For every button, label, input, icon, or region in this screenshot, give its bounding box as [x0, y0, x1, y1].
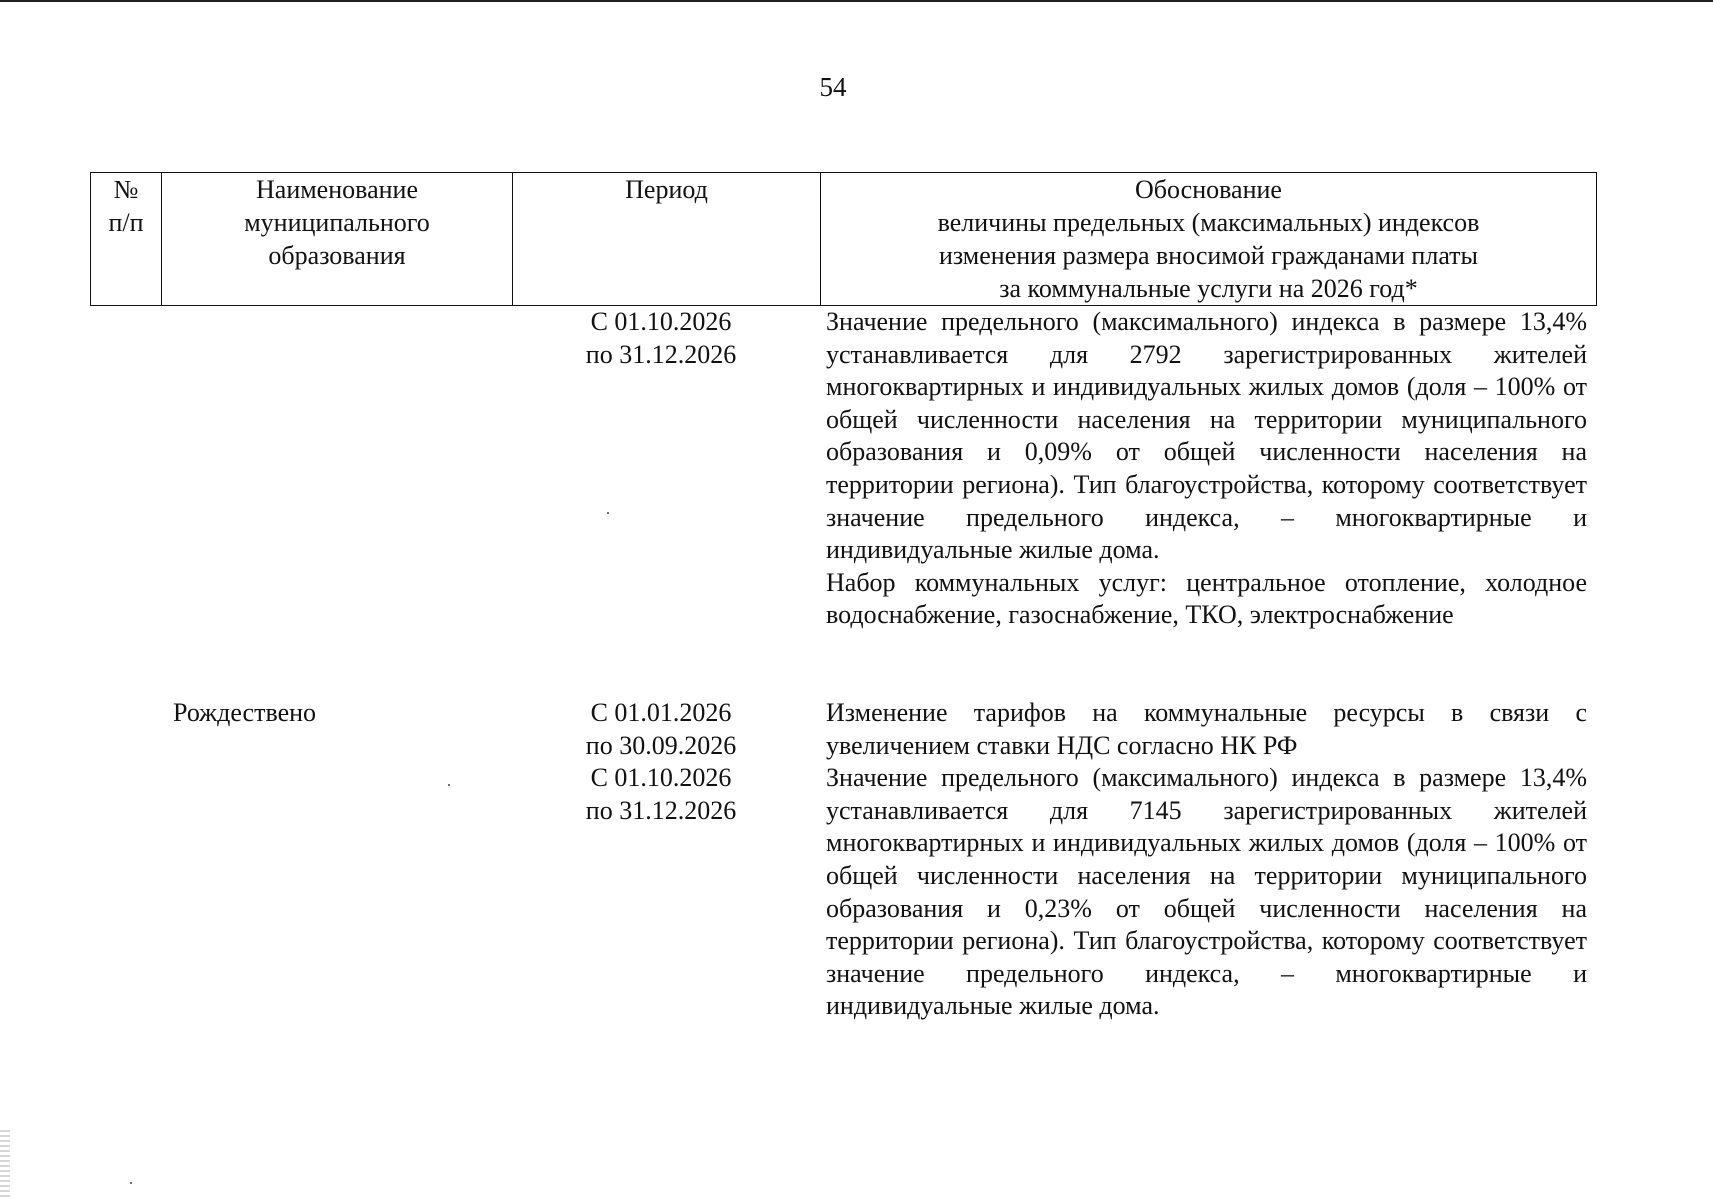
scan-speck [130, 1182, 132, 1184]
header-number-line: п/п [108, 208, 144, 237]
header-period-line: Период [625, 175, 708, 204]
table-header [90, 172, 1597, 306]
page-top-edge [0, 0, 1713, 2]
scan-speck [448, 784, 450, 786]
header-row [91, 173, 1597, 306]
header-justification-column [821, 173, 1597, 306]
period-line: по 31.12.2026 [585, 795, 737, 825]
period-line: по 31.12.2026 [585, 339, 737, 369]
header-number-column [91, 173, 162, 306]
page-number: 54 [819, 72, 847, 102]
table-row-2-name: Рождествено [173, 698, 317, 727]
header-name-line: образования [268, 241, 406, 270]
header-name-line: Наименование [256, 175, 418, 204]
header-period-column [513, 173, 821, 306]
justification-paragraph: Набор коммунальных услуг: центральное отопление, холодное водоснабжение, газоснабжение, ТКО, электроснабжение [826, 567, 1587, 630]
scan-speck [607, 512, 609, 514]
table-row-2-justification [826, 697, 1587, 1023]
header-justification-line: Обоснование [1135, 175, 1282, 204]
header-justification-line: изменения размера вносимой гражданами платы [938, 241, 1479, 270]
justification-paragraph: Значение предельного (максимального) индекса в размере 13,4% устанавливается для 2792 зарегистрированных жителей многоквартирных и индивидуальных жилых домов (доля – 100% от общей численности населения на территории муниципального образования и 0,09% от общей численности населения на территории региона). Тип благоустройства, которому соответствует значение предельного индекса, – многоквартирные и индивидуальные жилые дома. [826, 307, 1587, 565]
header-name-line: муниципального [244, 208, 430, 237]
header-name-column [162, 173, 513, 306]
period-line: С 01.01.2026 [590, 698, 732, 727]
header-justification-line: величины предельных (максимальных) индексов [937, 208, 1480, 237]
header-number-line: № [113, 175, 139, 204]
table-row-1-justification [826, 306, 1587, 632]
justification-paragraph: Изменение тарифов на коммунальные ресурсы в связи с увеличением ставки НДС согласно НК РФ [826, 698, 1587, 760]
period-line: по 30.09.2026 [585, 730, 737, 760]
table-row-1-period [510, 306, 812, 371]
justification-paragraph: Значение предельного (максимального) индекса в размере 13,4% устанавливается для 7145 зарегистрированных жителей многоквартирных и индивидуальных жилых домов (доля – 100% от общей численности населения на территории муниципального образования и 0,23% от общей численности населения на территории региона). Тип благоустройства, которому соответствует значение предельного индекса, – многоквартирные и индивидуальные жилые дома. [826, 763, 1587, 1021]
table-row-2-period [510, 697, 812, 827]
scan-artifact [0, 1130, 10, 1200]
period-line: С 01.10.2026 [590, 763, 732, 793]
header-justification-line: за коммунальные услуги на 2026 год* [999, 274, 1418, 303]
period-line: С 01.10.2026 [590, 307, 732, 336]
